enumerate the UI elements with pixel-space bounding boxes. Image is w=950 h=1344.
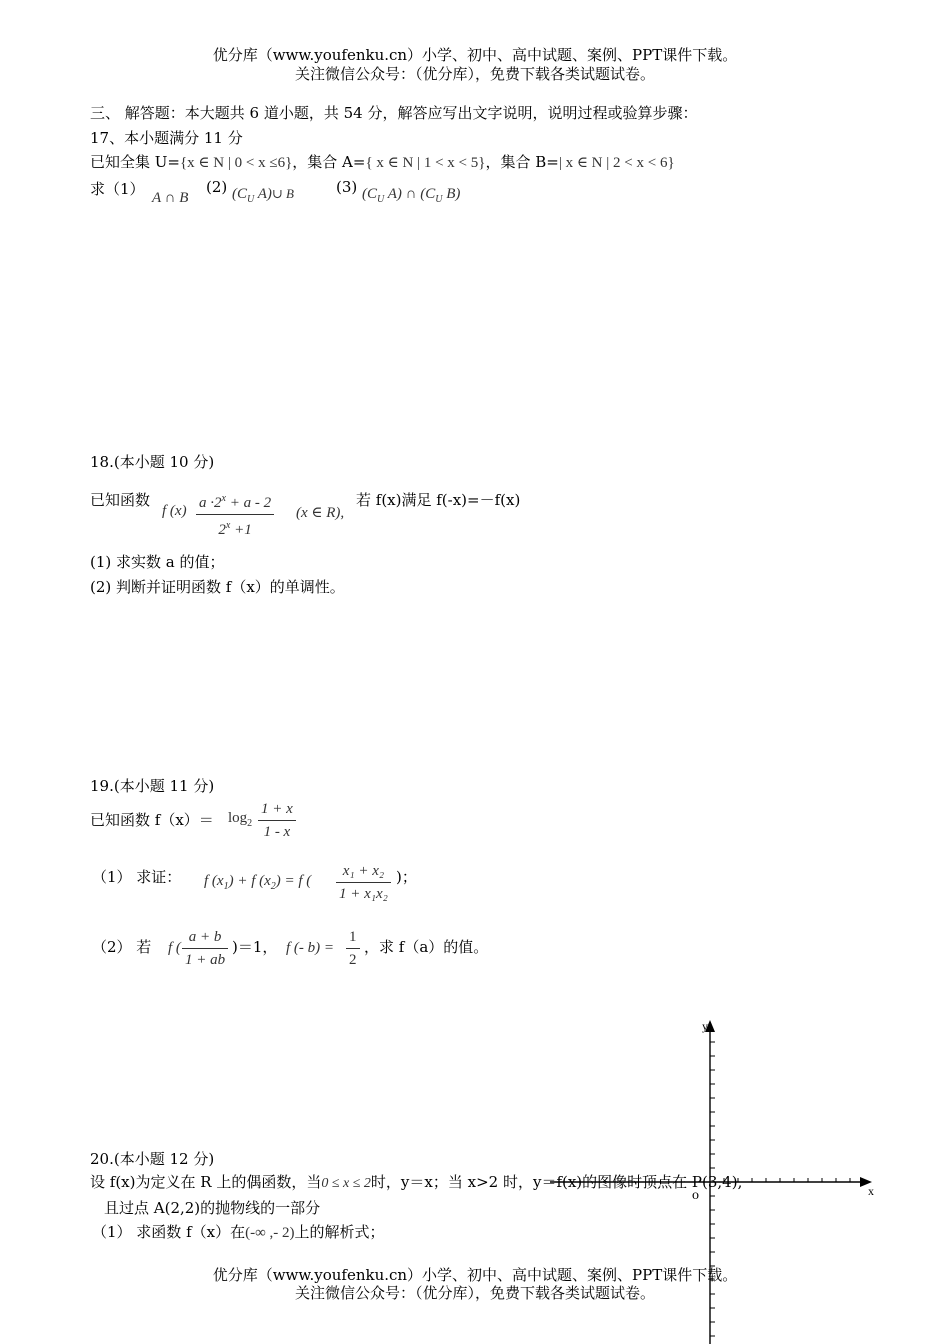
q19-p1-numerator: x₁ + x₂ (336, 860, 391, 883)
q19-p2-numerator: a + b (182, 926, 228, 949)
q19-p1-mid: ) + f (x (228, 873, 271, 889)
q19-part2-fraction (182, 926, 228, 971)
q18-den-sup: x (225, 520, 231, 531)
q20-part1-label: （1） 求函数 f（x）在 (92, 1223, 246, 1241)
q20-line1 (90, 1171, 742, 1192)
q19-numerator: 1 + x (258, 798, 296, 821)
q20-line1-b: 时，y＝x；当 x>2 时，y＝f(x)的图像时顶点在 P(3,4), (370, 1173, 743, 1191)
q17-set-a: { x ∈ N | 1 < x < 5} (365, 155, 486, 171)
q17-expr2-rest: A) (257, 186, 272, 202)
q19-part2-f: f ( (168, 940, 181, 956)
q19-part2-fraction2 (346, 926, 360, 971)
q17-expr1: A ∩ B (152, 190, 189, 206)
q17-given (90, 151, 675, 172)
q19-p1-denominator: 1 + x₁x₂ (339, 886, 388, 902)
y-axis-label: y (702, 1019, 708, 1033)
section-title: 三、 解答题：本大题共 6 道小题，共 54 分，解答应写出文字说明，说明过程或验算步骤： (90, 104, 698, 122)
q19-part2-tail: ，求 f（a）的值。 (364, 938, 489, 956)
q17-mid-b: ，集合 B= (485, 153, 559, 171)
header-line-1: 优分库（www.youfenku.cn）小学、初中、高中试题、案例、PPT课件下载。 (212, 46, 738, 64)
q20-line2: 且过点 A(2,2)的抛物线的一部分 (104, 1199, 321, 1217)
q19-part1-label: （1） 求证： (92, 868, 182, 886)
q17-expr2 (232, 186, 294, 205)
q18-numerator (196, 488, 274, 515)
q18-title: 18.(本小题 10 分) (90, 453, 215, 471)
q20-line1-cond: 0 ≤ x ≤ 2 (321, 1176, 371, 1191)
q20-part1-interval: (-∞ ,- 2) (245, 1225, 295, 1241)
q19-title: 19.(本小题 11 分) (90, 777, 215, 795)
q17-expr2-c: (C (232, 186, 247, 202)
footer-line-1: 优分库（www.youfenku.cn）小学、初中、高中试题、案例、PPT课件下载。 (212, 1266, 738, 1284)
q19-part2-label: （2） 若 (92, 938, 152, 956)
q19-p2-denominator2: 2 (349, 952, 357, 968)
q19-fraction (258, 798, 296, 843)
q19-part1-expr (204, 873, 311, 892)
q19-log (228, 810, 252, 829)
q18-fx: f (x) (162, 503, 187, 519)
header-line-2: 关注微信公众号：（优分库），免费下载各类试题试卷。 (294, 65, 655, 83)
q19-p1-eq: ) = f ( (275, 873, 312, 889)
q18-fraction (196, 488, 274, 541)
q17-expr3-mid: A) ∩ (C (387, 186, 436, 202)
q18-num-sup: x (221, 493, 226, 504)
q17-ask2: (2) (206, 178, 228, 196)
footer-line-2: 关注微信公众号：（优分库），免费下载各类试题试卷。 (294, 1284, 655, 1302)
origin-label: o (692, 1188, 699, 1203)
q20-title: 20.(本小题 12 分) (90, 1150, 215, 1168)
q19-denominator: 1 - x (263, 824, 291, 840)
q18-num-rest: + a - 2 (225, 495, 272, 511)
q19-log-base: 2 (247, 818, 253, 829)
q18-domain: (x ∈ R), (296, 505, 345, 521)
q17-expr2-tail: ∪ B (271, 186, 294, 201)
q19-log-text: log (228, 810, 248, 826)
q18-part1: (1) 求实数 a 的值； (90, 553, 225, 571)
q20-part1-tail: 上的解析式； (294, 1223, 385, 1241)
q17-expr3-tail: B) (446, 186, 461, 202)
q17-title: 17、本小题满分 11 分 (90, 129, 243, 147)
q19-part1-close: )； (396, 868, 417, 886)
q19-p2-numerator2: 1 (346, 926, 360, 949)
q18-den-a: 2 (218, 522, 226, 538)
q17-expr3-c: (C (362, 186, 377, 202)
q17-expr2-sub: U (247, 194, 255, 205)
q19-part2-f2: f (- b) = (286, 940, 335, 956)
q17-expr3 (362, 186, 460, 205)
q18-part2: (2) 判断并证明函数 f（x）的单调性。 (90, 578, 345, 596)
q19-p2-denominator: 1 + ab (185, 952, 226, 968)
q19-part1-fraction (336, 860, 391, 905)
q20-line1-a: 设 f(x)为定义在 R 上的偶函数，当 (90, 1173, 322, 1191)
q17-set-u: {x ∈ N | 0 < x ≤6} (179, 155, 293, 171)
q19-p1-s2: 2 (270, 881, 276, 892)
q17-ask: 求（1） (90, 180, 145, 198)
q18-den-rest: +1 (230, 522, 252, 538)
q17-ask3: (3) (336, 178, 358, 196)
q20-part1 (92, 1221, 385, 1242)
q18-num-a: a ·2 (199, 495, 222, 511)
q17-set-b: | x ∈ N | 2 < x < 6} (558, 155, 675, 171)
q18-given: 已知函数 (90, 491, 151, 509)
q18-denominator (196, 515, 274, 541)
q18-condition: 若 f(x)满足 f(-x)=－f(x) (356, 491, 521, 509)
q17-expr3-sub: U (377, 194, 385, 205)
q17-given-prefix: 已知全集 U= (90, 153, 180, 171)
q19-p1-s1: 1 (223, 881, 229, 892)
q19-given: 已知函数 f（x）＝ (90, 811, 214, 829)
x-axis-label: x (868, 1184, 874, 1198)
q19-p1-f1: f (x (204, 873, 224, 889)
q17-expr3-sub2: U (435, 194, 443, 205)
q19-part2-eq: )＝1， (232, 938, 278, 956)
q17-mid-a: ，集合 A= (292, 153, 366, 171)
